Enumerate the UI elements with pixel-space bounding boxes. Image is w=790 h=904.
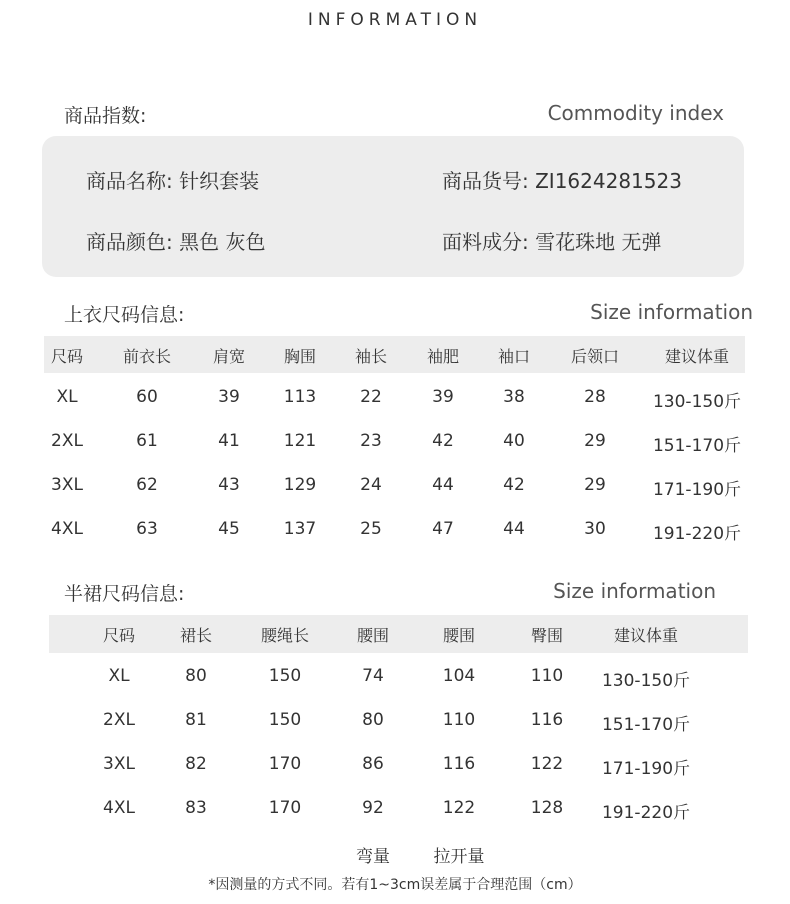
top-header-cell: 尺码 [50, 347, 84, 366]
skirt-header-cell: 裙长 [179, 626, 213, 645]
top-table-cell: 63 [136, 519, 158, 539]
top-table-cell: 45 [218, 519, 240, 539]
skirt-table-cell: 4XL [103, 798, 135, 818]
skirt-header-cell: 臀围 [530, 626, 564, 645]
skirt-header-cell: 腰围 [442, 626, 476, 645]
top-table-cell: 22 [360, 387, 382, 407]
skirt-table-cell: 104 [442, 666, 476, 686]
skirt-table-cell: 128 [530, 798, 564, 818]
skirt-header-cell: 腰绳长 [260, 626, 310, 645]
top-table-cell: 130-150斤 [652, 392, 742, 412]
skirt-size-section-label-en: Size information [553, 579, 716, 603]
top-header-cell: 建议体重 [664, 347, 730, 366]
top-table-cell: 23 [360, 431, 382, 451]
measurement-footnote: *因测量的方式不同。若有1~3cm误差属于合理范围（cm） [208, 877, 582, 893]
skirt-table-cell: 80 [185, 666, 207, 686]
top-header-cell: 肩宽 [212, 347, 246, 366]
commodity-info-box [42, 136, 744, 277]
skirt-table-cell: 170 [268, 754, 302, 774]
top-size-section-label: 上衣尺码信息: [64, 304, 185, 326]
top-table-cell: 42 [503, 475, 525, 495]
top-table-cell: XL [56, 387, 78, 407]
commodity-item-number: 商品货号: ZI1624281523 [442, 169, 682, 193]
skirt-table-cell: 3XL [103, 754, 135, 774]
top-table-cell: 60 [136, 387, 158, 407]
skirt-size-section-label: 半裙尺码信息: [64, 583, 185, 605]
top-table-cell: 151-170斤 [652, 436, 742, 456]
top-header-cell: 后领口 [570, 347, 620, 366]
top-table-cell: 137 [283, 519, 317, 539]
page-title: INFORMATION [307, 10, 483, 30]
top-table-cell: 2XL [51, 431, 83, 451]
skirt-table-cell: 122 [530, 754, 564, 774]
commodity-fabric: 面料成分: 雪花珠地 无弹 [442, 230, 662, 254]
top-header-cell: 前衣长 [122, 347, 172, 366]
skirt-table-cell: 150 [268, 710, 302, 730]
commodity-color: 商品颜色: 黑色 灰色 [86, 230, 266, 254]
top-table-cell: 42 [432, 431, 454, 451]
top-table-cell: 47 [432, 519, 454, 539]
top-table-cell: 29 [584, 431, 606, 451]
top-table-cell: 171-190斤 [652, 480, 742, 500]
top-header-cell: 袖长 [354, 347, 388, 366]
skirt-table-cell: 92 [362, 798, 384, 818]
top-table-cell: 129 [283, 475, 317, 495]
skirt-table-cell: 74 [362, 666, 384, 686]
skirt-header-cell: 尺码 [102, 626, 136, 645]
top-table-cell: 4XL [51, 519, 83, 539]
top-table-cell: 62 [136, 475, 158, 495]
top-table-cell: 30 [584, 519, 606, 539]
top-table-cell: 28 [584, 387, 606, 407]
top-table-cell: 44 [432, 475, 454, 495]
skirt-table-cell: 80 [362, 710, 384, 730]
skirt-table-cell: 170 [268, 798, 302, 818]
skirt-table-cell: 116 [442, 754, 476, 774]
skirt-header-cell: 腰围 [356, 626, 390, 645]
top-table-cell: 39 [432, 387, 454, 407]
skirt-table-cell: 110 [442, 710, 476, 730]
skirt-table-cell: 116 [530, 710, 564, 730]
skirt-table-cell: XL [108, 666, 130, 686]
skirt-table-cell: 122 [442, 798, 476, 818]
top-table-cell: 29 [584, 475, 606, 495]
top-table-cell: 44 [503, 519, 525, 539]
skirt-subheader-stretch: 拉开量 [433, 847, 485, 867]
skirt-table-cell: 150 [268, 666, 302, 686]
top-table-cell: 3XL [51, 475, 83, 495]
top-table-cell: 113 [283, 387, 317, 407]
top-table-cell: 121 [283, 431, 317, 451]
top-table-cell: 191-220斤 [652, 524, 742, 544]
skirt-table-cell: 86 [362, 754, 384, 774]
top-table-cell: 40 [503, 431, 525, 451]
top-table-cell: 39 [218, 387, 240, 407]
skirt-header-cell: 建议体重 [613, 626, 679, 645]
top-header-cell: 袖肥 [426, 347, 460, 366]
commodity-section-label: 商品指数: [64, 105, 147, 127]
top-header-cell: 胸围 [283, 347, 317, 366]
skirt-table-cell: 171-190斤 [601, 759, 691, 779]
skirt-table-cell: 82 [185, 754, 207, 774]
top-header-cell: 袖口 [497, 347, 531, 366]
top-table-cell: 25 [360, 519, 382, 539]
commodity-section-label-en: Commodity index [547, 101, 724, 125]
top-table-cell: 43 [218, 475, 240, 495]
skirt-table-cell: 191-220斤 [601, 803, 691, 823]
top-table-cell: 41 [218, 431, 240, 451]
skirt-table-cell: 2XL [103, 710, 135, 730]
skirt-table-cell: 81 [185, 710, 207, 730]
top-table-cell: 24 [360, 475, 382, 495]
top-size-section-label-en: Size information [590, 300, 753, 324]
skirt-table-cell: 110 [530, 666, 564, 686]
top-table-cell: 61 [136, 431, 158, 451]
skirt-table-cell: 83 [185, 798, 207, 818]
skirt-subheader-bend: 弯量 [356, 847, 390, 867]
top-table-cell: 38 [503, 387, 525, 407]
skirt-table-cell: 151-170斤 [601, 715, 691, 735]
skirt-table-cell: 130-150斤 [601, 671, 691, 691]
commodity-name: 商品名称: 针织套装 [86, 169, 260, 193]
